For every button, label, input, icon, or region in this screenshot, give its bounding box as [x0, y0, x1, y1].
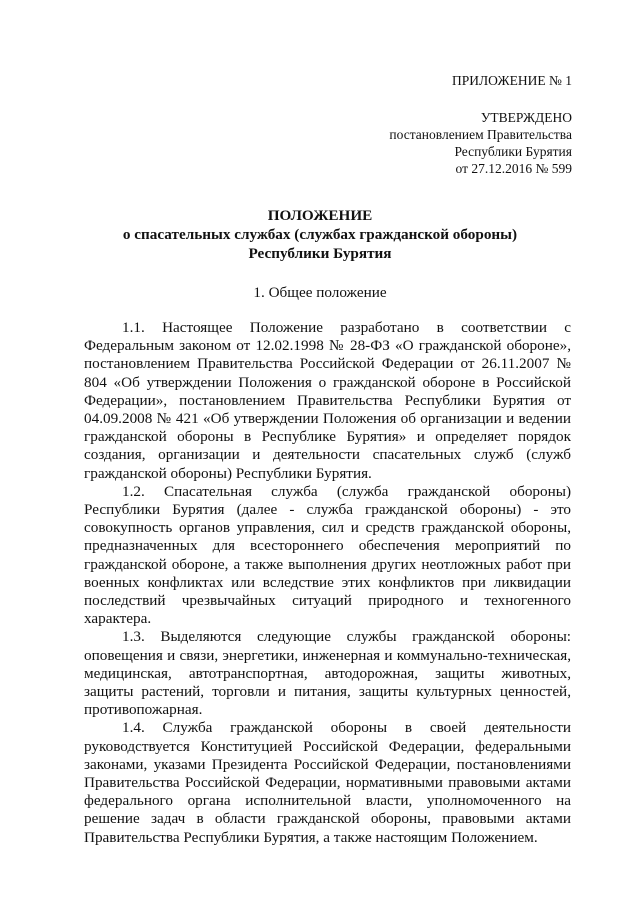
resolution-line-1: постановлением Правительства [389, 127, 572, 142]
appendix-number: ПРИЛОЖЕНИЕ № 1 [451, 73, 572, 88]
title-line-3: Республики Бурятия [248, 245, 392, 262]
appendix-label [452, 72, 572, 89]
section-heading: 1. Общее положение [253, 284, 387, 301]
resolution-date: от 27.12.2016 № 599 [455, 161, 572, 176]
paragraph-1-4: 1.4. Служба гражданской обороны в своей деятельности руководствуется Конституцией Российской Федерации, федеральными законами, указами Президента Российской Федерации, постановлениями Правительства Российской Федерации, нормативными правовыми актами федерального органа исполнительной власти, уполномоченного на решение задач в области гражданской обороны, правовыми актами Правительства Республики Бурятия, а также настоящим Положением. [84, 719, 571, 846]
approved-label: УТВЕРЖДЕНО [480, 110, 572, 125]
resolution-line-2: Республики Бурятия [454, 144, 572, 159]
paragraph-1-3: 1.3. Выделяются следующие службы гражданской обороны: оповещения и связи, энергетики, инженерная и коммунально-техническая, медицинская, автотранспортная, автодорожная, защиты животных, защиты растений, торговли и питания, защиты культурных ценностей, противопожарная. [84, 628, 571, 719]
paragraph-1-2: 1.2. Спасательная служба (служба гражданской обороны) Республики Бурятия (далее - служба гражданской обороны) - это совокупность органов управления, сил и средств гражданской обороны, предназначенных для всестороннего обеспечения мероприятий по гражданской обороне, а также выполнения других неотложных работ при военных конфликтах или вследствие этих конфликтов при ликвидации последствий чрезвычайных ситуаций природного и техногенного характера. [84, 482, 571, 628]
document-title [0, 206, 640, 263]
document-body [84, 319, 571, 847]
paragraph-1-1: 1.1. Настоящее Положение разработано в соответствии с Федеральным законом от 12.02.1998 № 28-ФЗ «О гражданской обороне», постановлением Правительства Российской Федерации от 26.11.2007 № 804 «Об утверждении Положения о гражданской обороне в Российской Федерации», постановлением Правительства Республики Бурятия от 04.09.2008 № 421 «Об утверждении Положения об организации и ведении гражданской обороны в Республике Бурятия» и определяет порядок создания, организации и деятельности спасательных служб (служб гражданской обороны) Республики Бурятия. [84, 319, 571, 482]
title-line-1: ПОЛОЖЕНИЕ [267, 207, 373, 224]
approval-stamp-block [389, 109, 572, 177]
title-line-2: о спасательных службах (службах гражданской обороны) [122, 226, 518, 243]
